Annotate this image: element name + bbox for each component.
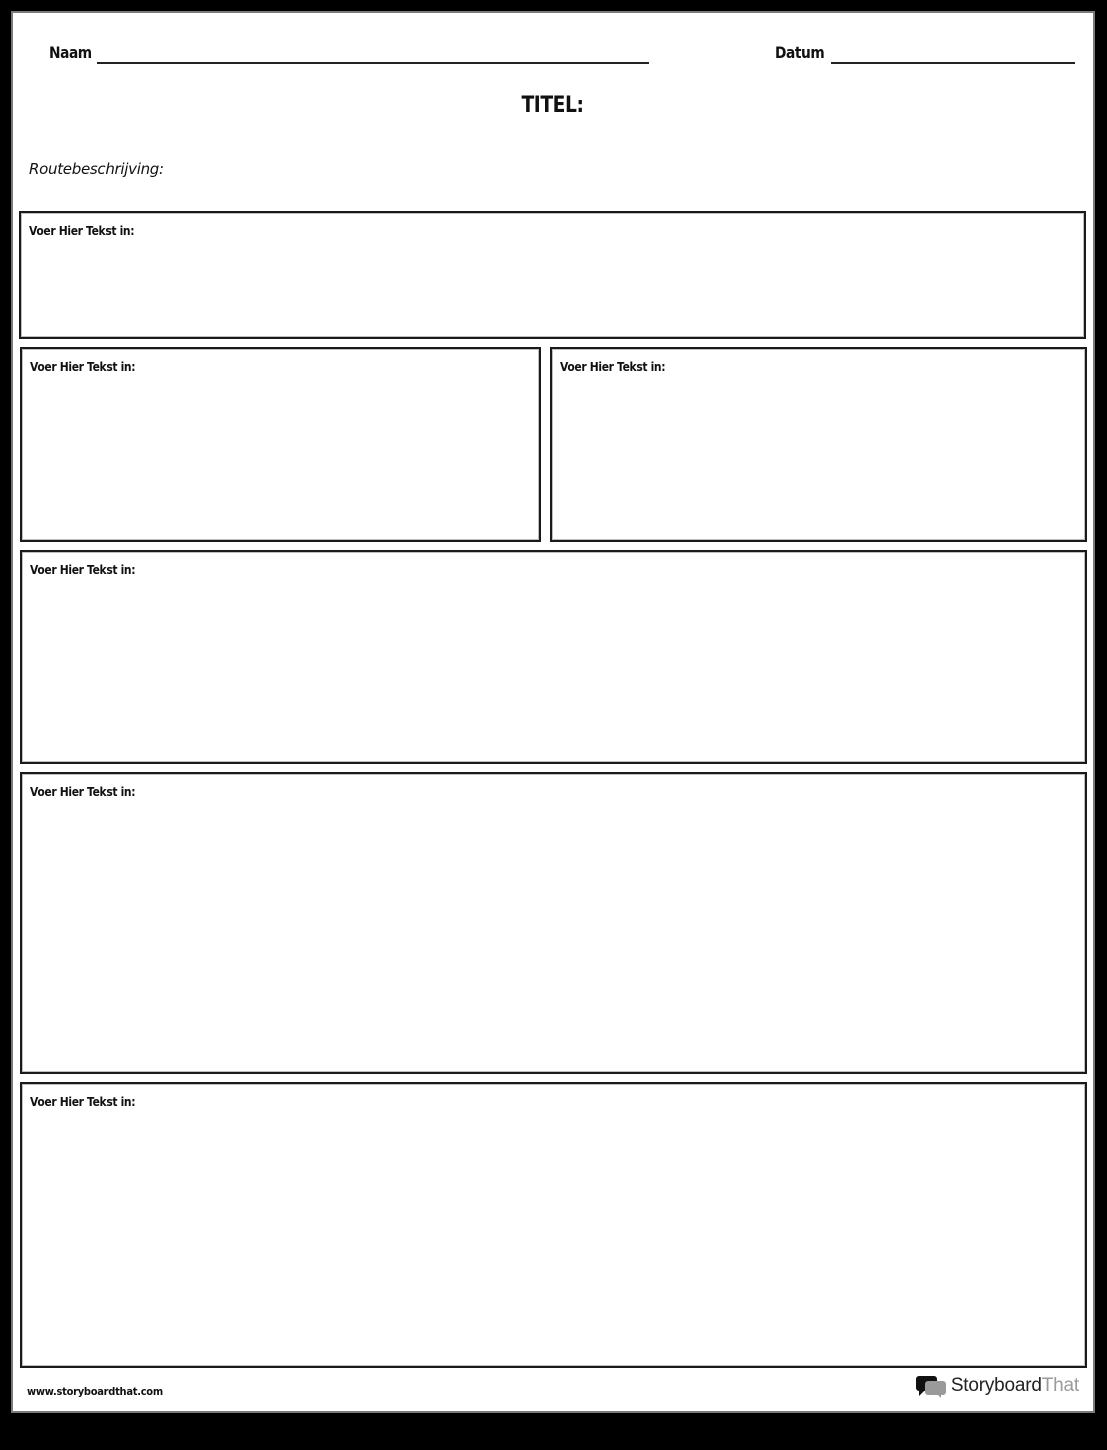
title-text: TITEL:	[521, 93, 585, 118]
text-box-5[interactable]	[20, 772, 1087, 1074]
date-label: Datum	[775, 43, 825, 62]
footer-url: www.storyboardthat.com	[27, 1385, 163, 1398]
page-title	[13, 93, 1093, 118]
brand-primary: Storyboard	[950, 1375, 1042, 1396]
text-box-label: Voer Hier Tekst in:	[560, 359, 666, 374]
text-box-3[interactable]	[550, 347, 1087, 542]
directions-label: Routebeschrijving:	[29, 160, 164, 178]
text-box-2[interactable]	[20, 347, 541, 542]
speech-bubbles-icon	[915, 1374, 947, 1398]
worksheet-page	[11, 11, 1095, 1413]
text-box-1[interactable]	[19, 211, 1086, 339]
text-box-label: Voer Hier Tekst in:	[30, 359, 136, 374]
name-label: Naam	[49, 43, 92, 62]
text-box-4[interactable]	[20, 550, 1087, 764]
brand-name	[951, 1375, 1079, 1397]
date-field[interactable]	[831, 62, 1075, 64]
storyboardthat-logo	[915, 1374, 1079, 1398]
text-box-label: Voer Hier Tekst in:	[30, 784, 136, 799]
text-box-6[interactable]	[20, 1082, 1087, 1368]
text-box-label: Voer Hier Tekst in:	[30, 1094, 136, 1109]
text-box-label: Voer Hier Tekst in:	[29, 223, 135, 238]
name-field[interactable]	[97, 62, 649, 64]
brand-secondary: That	[1041, 1375, 1079, 1396]
text-box-label: Voer Hier Tekst in:	[30, 562, 136, 577]
